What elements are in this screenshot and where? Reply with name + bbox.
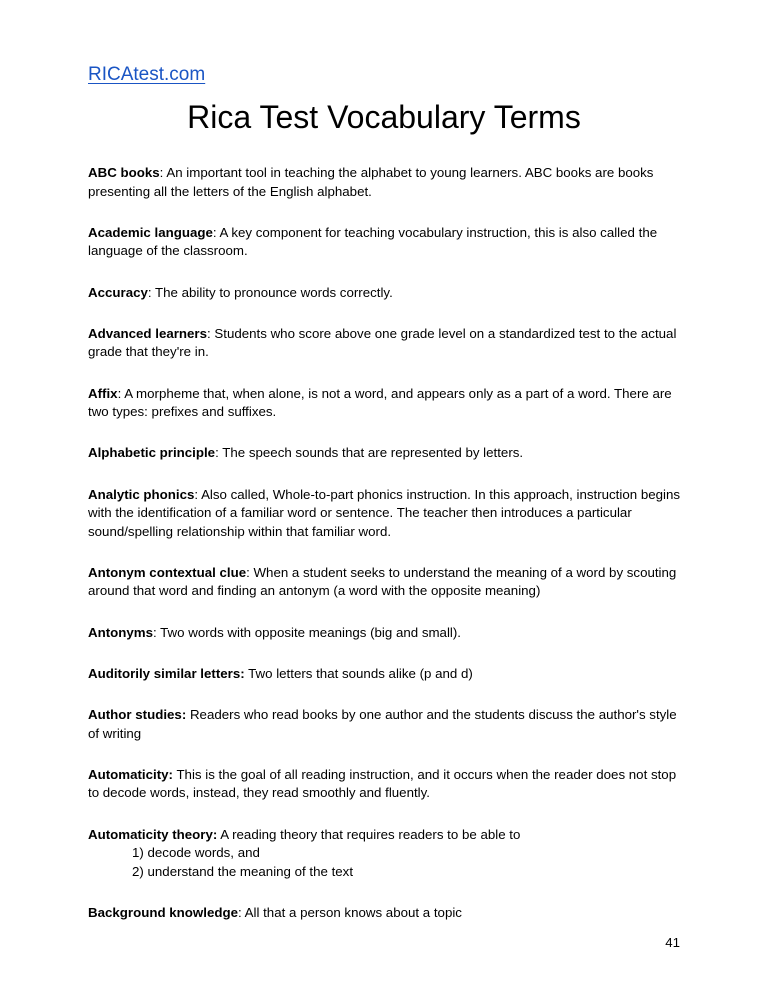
term-definition: A reading theory that requires readers to be able to (220, 826, 521, 842)
term-entry: Affix: A morpheme that, when alone, is not a word, and appears only as a part of a word. There are two types: prefixes and suffixes. (88, 385, 672, 420)
term-definition: Two words with opposite meanings (big and small). (160, 624, 461, 640)
term-sub-item: 2) understand the meaning of the text (132, 863, 354, 879)
term-entry: ABC books: An important tool in teaching the alphabet to young learners. ABC books are books presenting all the letters of the English alphabet. (88, 165, 654, 199)
term-entry: Antonyms: Two words with opposite meanings (big and small). (88, 624, 461, 640)
term-name: Advanced learners (88, 325, 207, 341)
term-name: Antonym contextual clue (88, 564, 247, 580)
term-name: Analytic phonics (88, 486, 195, 502)
term-name: Accuracy (88, 284, 148, 300)
term-entry (88, 766, 680, 803)
term-name: Antonyms (88, 624, 154, 640)
term-entry (88, 826, 680, 882)
term-entry: Antonym contextual clue: When a student seeks to understand the meaning of a word by scouting around that word and finding an antonym (a word with the opposite meaning) (88, 564, 677, 599)
term-entry: Background knowledge: All that a person knows about a topic (88, 904, 462, 920)
term-definition: The speech sounds that are represented by letters. (222, 445, 524, 461)
term-definition: The ability to pronounce words correctly. (155, 284, 393, 300)
page-title: Rica Test Vocabulary Terms (187, 99, 581, 135)
term-entry: Advanced learners: Students who score above one grade level on a standardized test to the actual grade that they're in. (88, 325, 677, 360)
term-name: Author studies: (88, 707, 187, 723)
vocabulary-list (88, 164, 680, 945)
page-number: 41 (665, 935, 680, 950)
term-definition: An important tool in teaching the alphabet to young learners. ABC books are books presenting all the letters of the English alphabet. (88, 165, 654, 199)
term-definition: Readers who read books by one author and the students discuss the author's style of writing (88, 707, 677, 741)
term-entry: Analytic phonics: Also called, Whole-to-part phonics instruction. In this approach, instruction begins with the identification of a familiar word or sentence. The teacher then introduces a particular sound/spelling relationship within that familiar word. (88, 486, 680, 539)
term-definition: Two letters that sounds alike (p and d) (248, 665, 473, 681)
term-name: Automaticity theory: (88, 826, 218, 842)
term-definition: All that a person knows about a topic (244, 904, 462, 920)
term-entry: Alphabetic principle: The speech sounds that are represented by letters. (88, 445, 524, 461)
term-entry: Accuracy: The ability to pronounce words correctly. (88, 284, 393, 300)
term-definition: A morpheme that, when alone, is not a word, and appears only as a part of a word. There are two types: prefixes and suffixes. (88, 385, 672, 420)
term-name: Academic language (88, 224, 213, 240)
term-name: Auditorily similar letters: (88, 665, 245, 681)
term-entry (88, 706, 680, 743)
term-definition: This is the goal of all reading instruction, and it occurs when the reader does not stop to decode words, instead, they read smoothly and fluently. (88, 766, 677, 801)
term-definition: A key component for teaching vocabulary instruction, this is also called the language of the classroom. (88, 224, 658, 259)
term-name: Automaticity: (88, 766, 173, 782)
term-definition: Students who score above one grade level on a standardized test to the actual grade that they're in. (88, 325, 677, 360)
term-name: Alphabetic principle (88, 445, 216, 461)
term-name: Affix (88, 385, 118, 401)
term-definition: When a student seeks to understand the meaning of a word by scouting around that word and finding an antonym (a word with the opposite meaning) (88, 564, 677, 599)
term-definition: Also called, Whole-to-part phonics instruction. In this approach, instruction begins with the identification of a familiar word or sentence. The teacher then introduces a particular sound/spelling relationship within that familiar word. (88, 486, 680, 539)
term-name: Background knowledge (88, 904, 238, 920)
term-name: ABC books (88, 165, 160, 180)
term-entry (88, 665, 680, 684)
term-sub-item: 1) decode words, and (132, 845, 260, 861)
site-link[interactable]: RICAtest.com (88, 64, 206, 85)
term-entry: Academic language: A key component for teaching vocabulary instruction, this is also called the language of the classroom. (88, 224, 658, 259)
